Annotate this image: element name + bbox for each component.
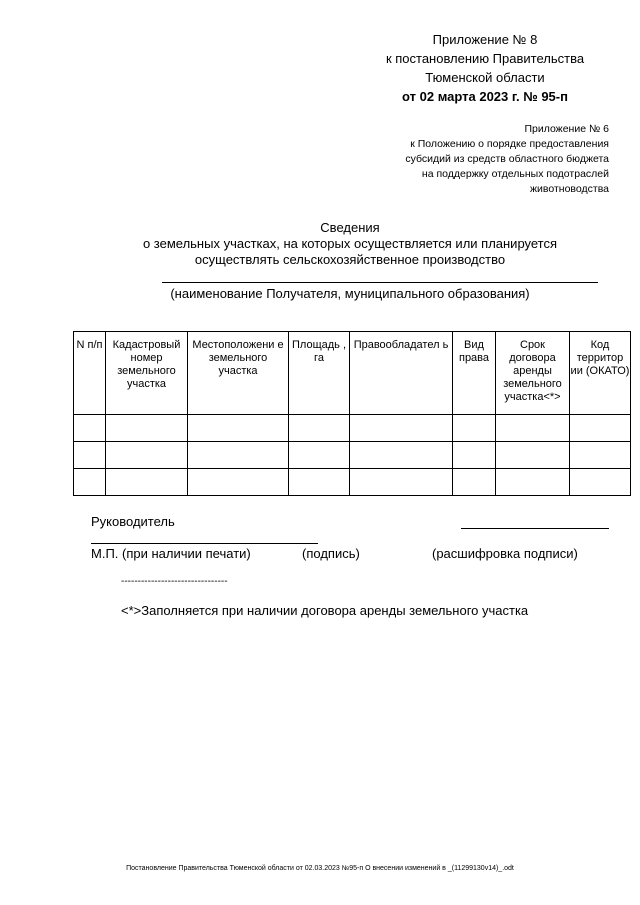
table-cell[interactable] (188, 415, 289, 442)
appendix-6-title: Приложение № 6 (524, 123, 609, 135)
column-header-location: Местоположени е земельного участка (188, 332, 289, 415)
signature-decode-label: (расшифровка подписи) (432, 546, 578, 561)
table-header-row (74, 332, 631, 415)
document-subtitle-line-2: осуществлять сельскохозяйственное производство (194, 252, 506, 267)
signature-label: (подпись) (302, 546, 360, 561)
table-cell[interactable] (289, 415, 350, 442)
column-header-cadastral-number: Кадастровый номер земельного участка (106, 332, 188, 415)
land-plots-table (73, 331, 631, 496)
head-label: Руководитель (91, 514, 175, 529)
recipient-name-caption: (наименование Получателя, муниципального образования) (170, 286, 530, 301)
page-footer: Постановление Правительства Тюменской области от 02.03.2023 №95-п О внесении изменений в _(11299130v14)_.odt (126, 865, 514, 872)
table-cell[interactable] (350, 415, 453, 442)
appendix-8-date-number: от 02 марта 2023 г. № 95-п (402, 89, 568, 104)
table-cell[interactable] (74, 442, 106, 469)
table-cell[interactable] (106, 469, 188, 496)
footnote-separator: -------------------------------- (121, 576, 228, 587)
table-row (74, 469, 631, 496)
table-cell[interactable] (74, 469, 106, 496)
appendix-6-line-3: субсидий из средств областного бюджета (405, 153, 609, 165)
footnote-text: <*>Заполняется при наличии договора аренды земельного участка (121, 603, 529, 618)
document-heading (60, 220, 640, 268)
column-header-number: N п/п (74, 332, 106, 415)
table-cell[interactable] (350, 442, 453, 469)
appendix-6-header (360, 122, 609, 197)
appendix-8-title: Приложение № 8 (432, 32, 538, 47)
name-signature-line (461, 528, 609, 529)
table-cell[interactable] (453, 442, 496, 469)
stamp-signature-line (91, 543, 318, 544)
appendix-6-line-4: на поддержку отдельных подотраслей (421, 168, 609, 180)
table-cell[interactable] (188, 469, 289, 496)
column-header-lease-term: Срок договора аренды земельного участка<*> (496, 332, 570, 415)
document-title: Сведения (320, 220, 380, 235)
appendix-6-line-5: животноводства (530, 183, 609, 195)
table-row (74, 442, 631, 469)
recipient-name-line (162, 282, 598, 283)
table-cell[interactable] (350, 469, 453, 496)
table-cell[interactable] (496, 415, 570, 442)
table-cell[interactable] (289, 469, 350, 496)
column-header-area: Площадь , га (289, 332, 350, 415)
document-subtitle-line-1: о земельных участках, на которых осуществляется или планируется (142, 236, 558, 251)
table-cell[interactable] (106, 442, 188, 469)
table-cell[interactable] (570, 415, 631, 442)
table-cell[interactable] (453, 415, 496, 442)
table-cell[interactable] (289, 442, 350, 469)
table-cell[interactable] (453, 469, 496, 496)
stamp-label: М.П. (при наличии печати) (91, 546, 251, 561)
table-row (74, 415, 631, 442)
column-header-right-type: Вид права (453, 332, 496, 415)
column-header-owner: Правообладател ь (350, 332, 453, 415)
appendix-6-line-2: к Положению о порядке предоставления (410, 138, 609, 150)
appendix-8-resolution-ref: к постановлению Правительства (385, 51, 585, 66)
table-cell[interactable] (496, 442, 570, 469)
table-cell[interactable] (570, 442, 631, 469)
table-cell[interactable] (106, 415, 188, 442)
column-header-okato-code: Код территор ии (ОКАТО) (570, 332, 631, 415)
appendix-8-region: Тюменской области (425, 70, 545, 85)
table-cell[interactable] (74, 415, 106, 442)
table-cell[interactable] (188, 442, 289, 469)
appendix-8-header (360, 30, 610, 106)
table-cell[interactable] (496, 469, 570, 496)
table-cell[interactable] (570, 469, 631, 496)
